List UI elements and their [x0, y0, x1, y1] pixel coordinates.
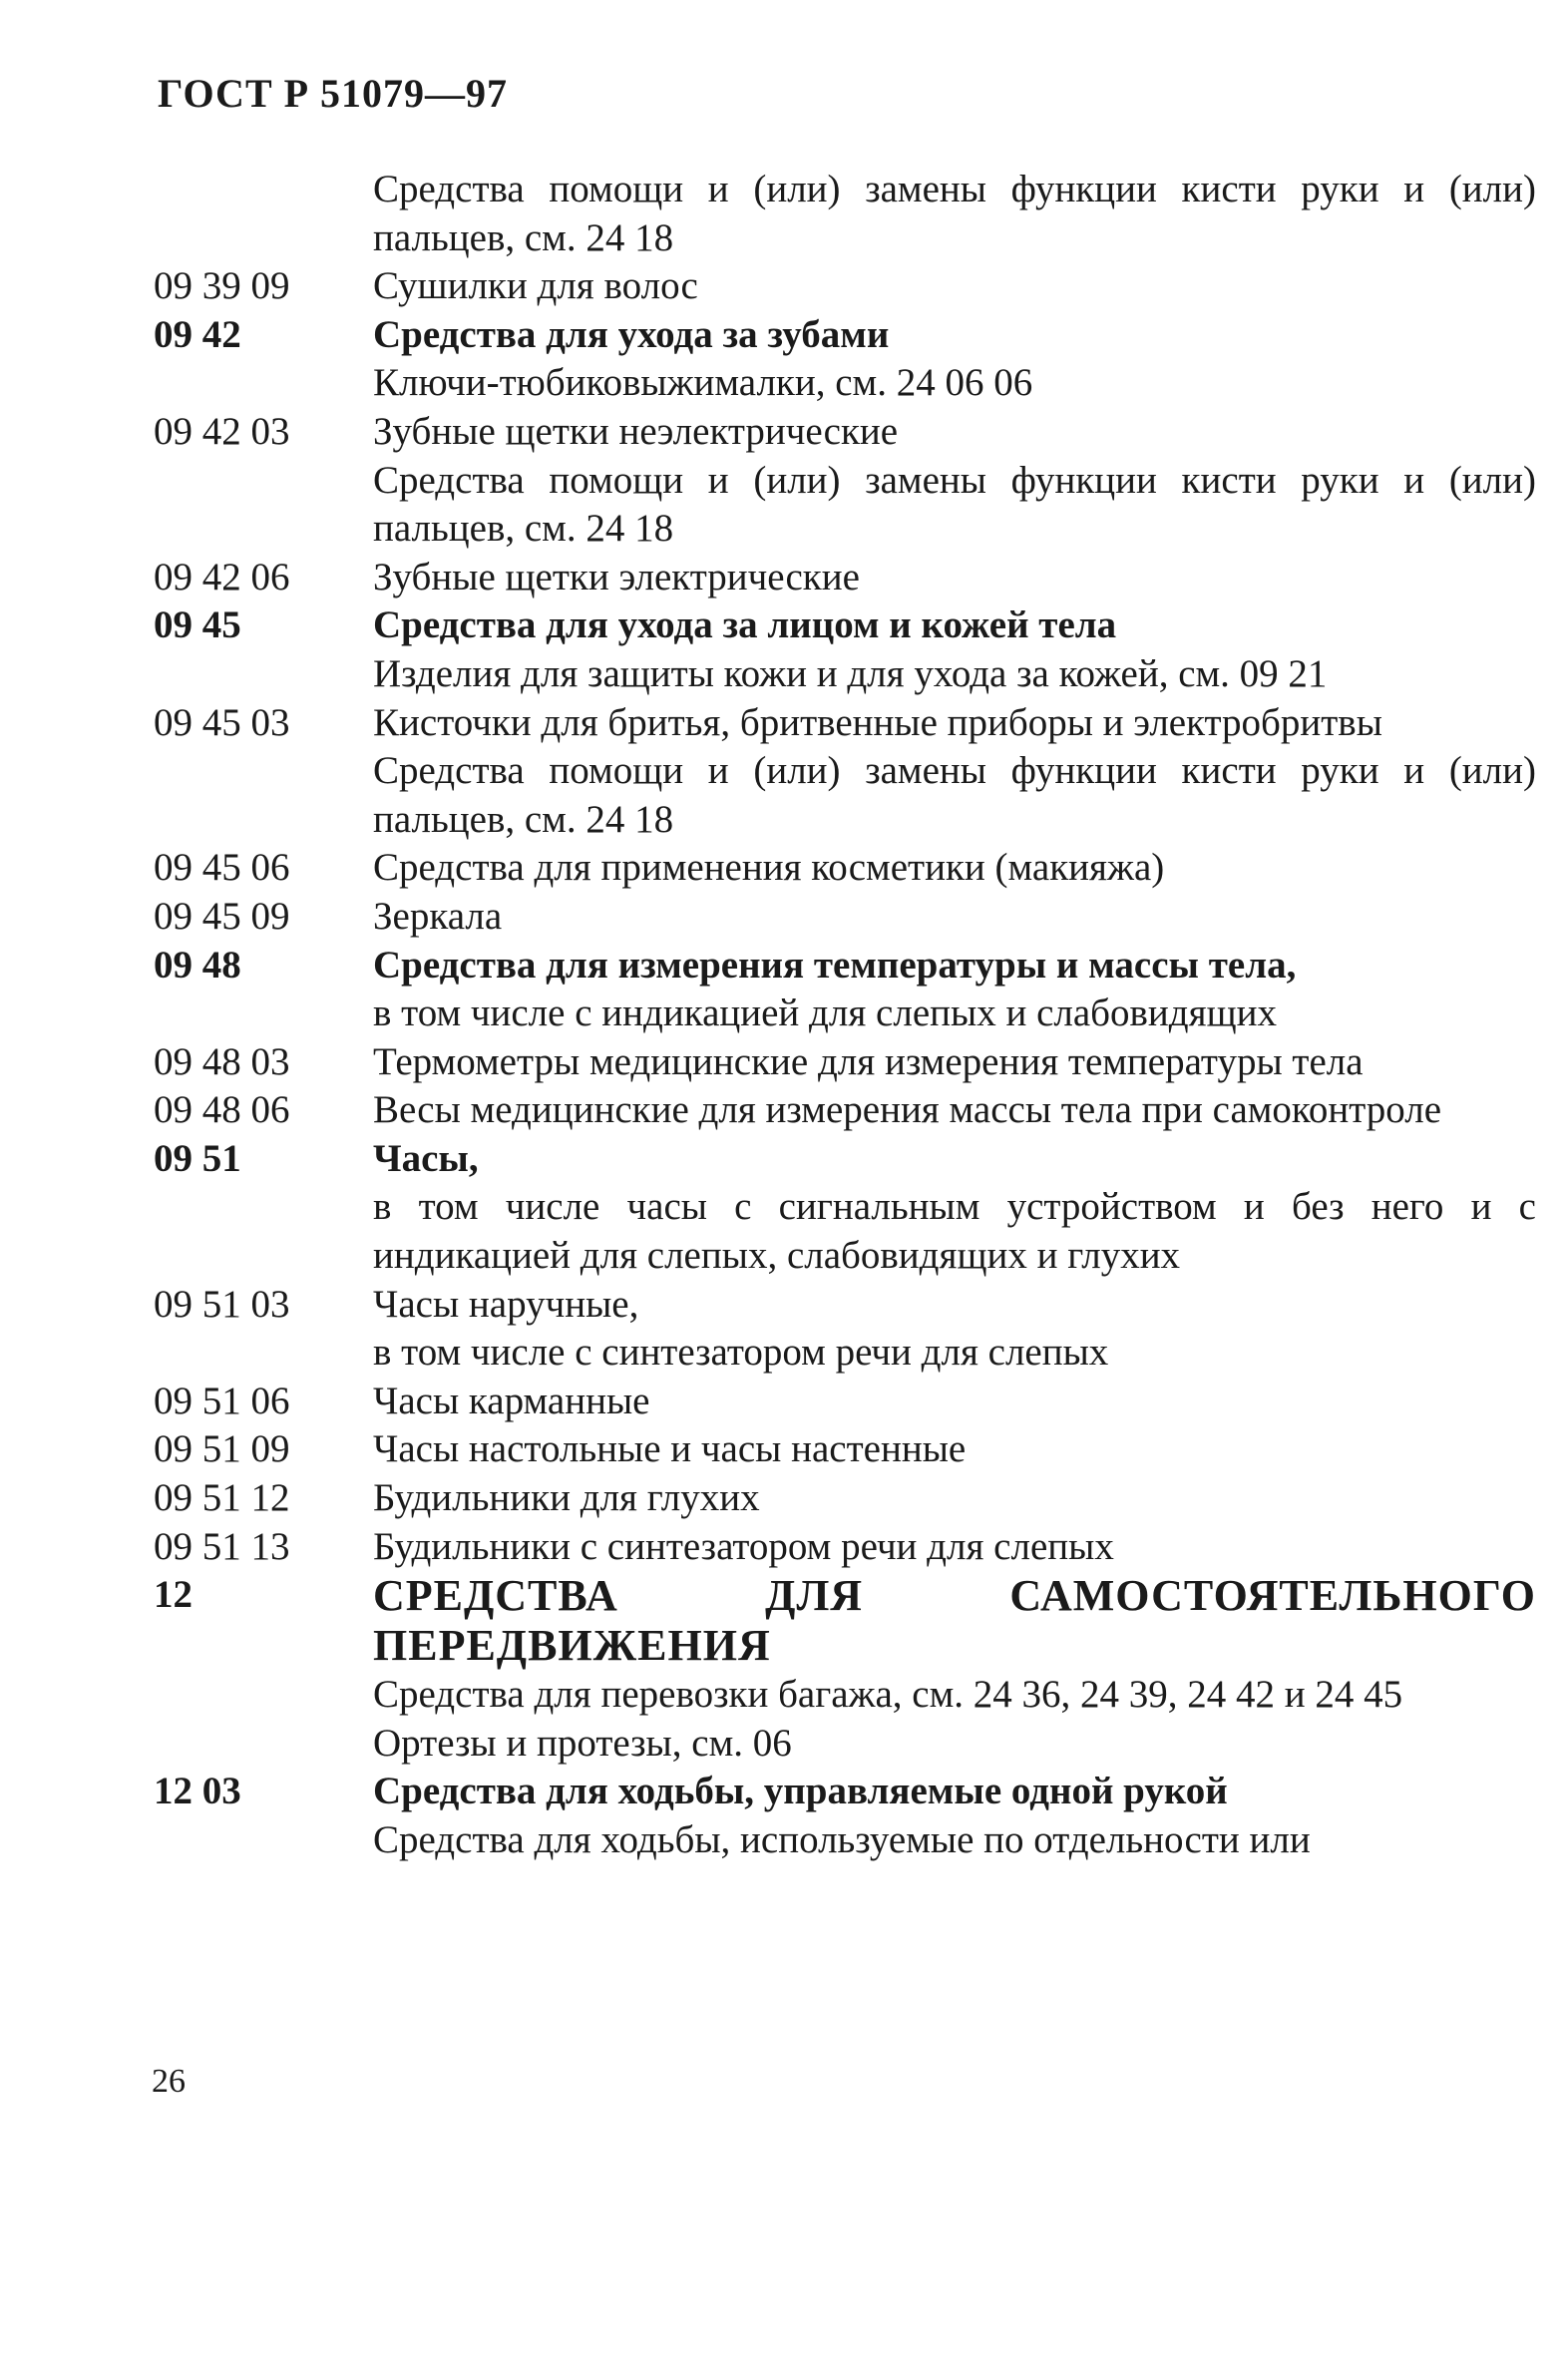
list-item	[150, 359, 1536, 408]
entry-text: Весы медицинские для измерения массы тела при самоконтроле	[373, 1088, 1442, 1132]
list-item	[150, 1571, 1536, 1671]
list-item	[150, 650, 1536, 699]
list-item	[150, 554, 1536, 602]
entry-code: 09 51 03	[154, 1282, 290, 1326]
entry-code: 09 51	[154, 1136, 241, 1180]
entry-text: Кисточки для бритья, бритвенные приборы и электробритвы	[373, 700, 1382, 744]
entry-code: 09 51 13	[154, 1524, 290, 1568]
list-item	[150, 1135, 1536, 1184]
entry-code: 09 51 12	[154, 1476, 290, 1520]
list-item	[150, 1671, 1536, 1720]
entry-text: Средства для ухода за лицом и кожей тела	[373, 603, 1117, 647]
entry-text: Средства для ходьбы, используемые по отдельности или	[373, 1818, 1311, 1861]
entry-text: Средства для измерения температуры и массы тела,	[373, 943, 1297, 987]
entry-code: 09 45 09	[154, 894, 290, 938]
list-item	[150, 311, 1536, 360]
entry-text: Средства помощи и (или) замены функции кисти руки и (или) пальцев, см. 24 18	[373, 168, 1536, 259]
entry-text: Средства помощи и (или) замены функции кисти руки и (или) пальцев, см. 24 18	[373, 458, 1536, 551]
entry-text: Изделия для защиты кожи и для ухода за кожей, см. 09 21	[373, 651, 1328, 695]
entry-text: Зеркала	[373, 894, 503, 938]
list-item	[150, 1281, 1536, 1330]
entry-text: Термометры медицинские для измерения температуры тела	[373, 1039, 1364, 1083]
entry-code: 12 03	[154, 1770, 241, 1813]
list-item	[150, 408, 1536, 457]
entry-code: 09 48	[154, 943, 241, 987]
entry-code: 09 51 09	[154, 1427, 290, 1471]
list-item	[150, 1183, 1536, 1280]
list-item	[150, 1086, 1536, 1135]
list-item	[150, 1425, 1536, 1474]
entry-text: Часы карманные	[373, 1379, 650, 1422]
entry-text: в том числе часы с сигнальным устройством и без него и с индикацией для слепых, слабовидящих и глухих	[373, 1185, 1536, 1278]
list-item	[150, 1378, 1536, 1426]
entry-code: 09 39 09	[154, 264, 290, 308]
entry-text: Часы наручные,	[373, 1282, 639, 1326]
entry-text: Средства помощи и (или) замены функции кисти руки и (или) пальцев, см. 24 18	[373, 749, 1536, 841]
entry-text: Сушилки для волос	[373, 264, 698, 308]
list-item	[150, 990, 1536, 1038]
entry-text: в том числе с синтезатором речи для слепых	[373, 1331, 1109, 1375]
entry-text: Будильники с синтезатором речи для слепых	[373, 1524, 1114, 1568]
list-item	[150, 1720, 1536, 1769]
entry-text: Часы,	[373, 1136, 479, 1180]
entry-text: Средства для ухода за зубами	[373, 312, 890, 356]
entry-code: 09 48 06	[154, 1088, 290, 1132]
entry-code: 09 42 03	[154, 409, 290, 453]
entry-code: 09 48 03	[154, 1039, 290, 1083]
list-item	[150, 699, 1536, 748]
entry-text: Ортезы и протезы, см. 06	[373, 1721, 792, 1765]
entry-text: Будильники для глухих	[373, 1476, 760, 1520]
entry-text: в том числе с индикацией для слепых и слабовидящих	[373, 992, 1277, 1035]
entry-code: 09 42	[154, 312, 241, 356]
list-item	[150, 1768, 1536, 1816]
entry-text: Часы настольные и часы настенные	[373, 1427, 967, 1471]
list-item	[150, 1038, 1536, 1087]
list-item	[150, 1474, 1536, 1523]
entry-text: Средства для ходьбы, управляемые одной рукой	[373, 1770, 1228, 1813]
list-item	[150, 166, 1536, 262]
list-item	[150, 893, 1536, 942]
entry-text: Средства для перевозки багажа, см. 24 36, 24 39, 24 42 и 24 45	[373, 1673, 1403, 1717]
list-item	[150, 747, 1536, 844]
entry-text: Зубные щетки неэлектрические	[373, 409, 899, 453]
list-item	[150, 844, 1536, 893]
list-item	[150, 601, 1536, 650]
list-item	[150, 1523, 1536, 1572]
list-item	[150, 1816, 1536, 1865]
entry-text: СРЕДСТВА ДЛЯ САМОСТОЯТЕЛЬНОГО ПЕРЕДВИЖЕНИЯ	[373, 1571, 1536, 1671]
document-header: ГОСТ Р 51079—97	[158, 71, 509, 116]
list-item	[150, 942, 1536, 991]
entry-text: Ключи-тюбиковыжималки, см. 24 06 06	[373, 361, 1033, 405]
list-item	[150, 262, 1536, 311]
entry-text: Средства для применения косметики (макияжа)	[373, 846, 1165, 890]
list-item	[150, 457, 1536, 554]
entry-code: 12	[154, 1573, 193, 1617]
entry-code: 09 42 06	[154, 555, 290, 598]
list-item	[150, 1329, 1536, 1378]
entry-code: 09 45	[154, 603, 241, 647]
page-number: 26	[152, 2063, 186, 2100]
entry-code: 09 51 06	[154, 1379, 290, 1422]
entry-text: Зубные щетки электрические	[373, 555, 860, 598]
entry-code: 09 45 03	[154, 700, 290, 744]
classification-list	[150, 166, 1536, 1865]
entry-code: 09 45 06	[154, 846, 290, 890]
